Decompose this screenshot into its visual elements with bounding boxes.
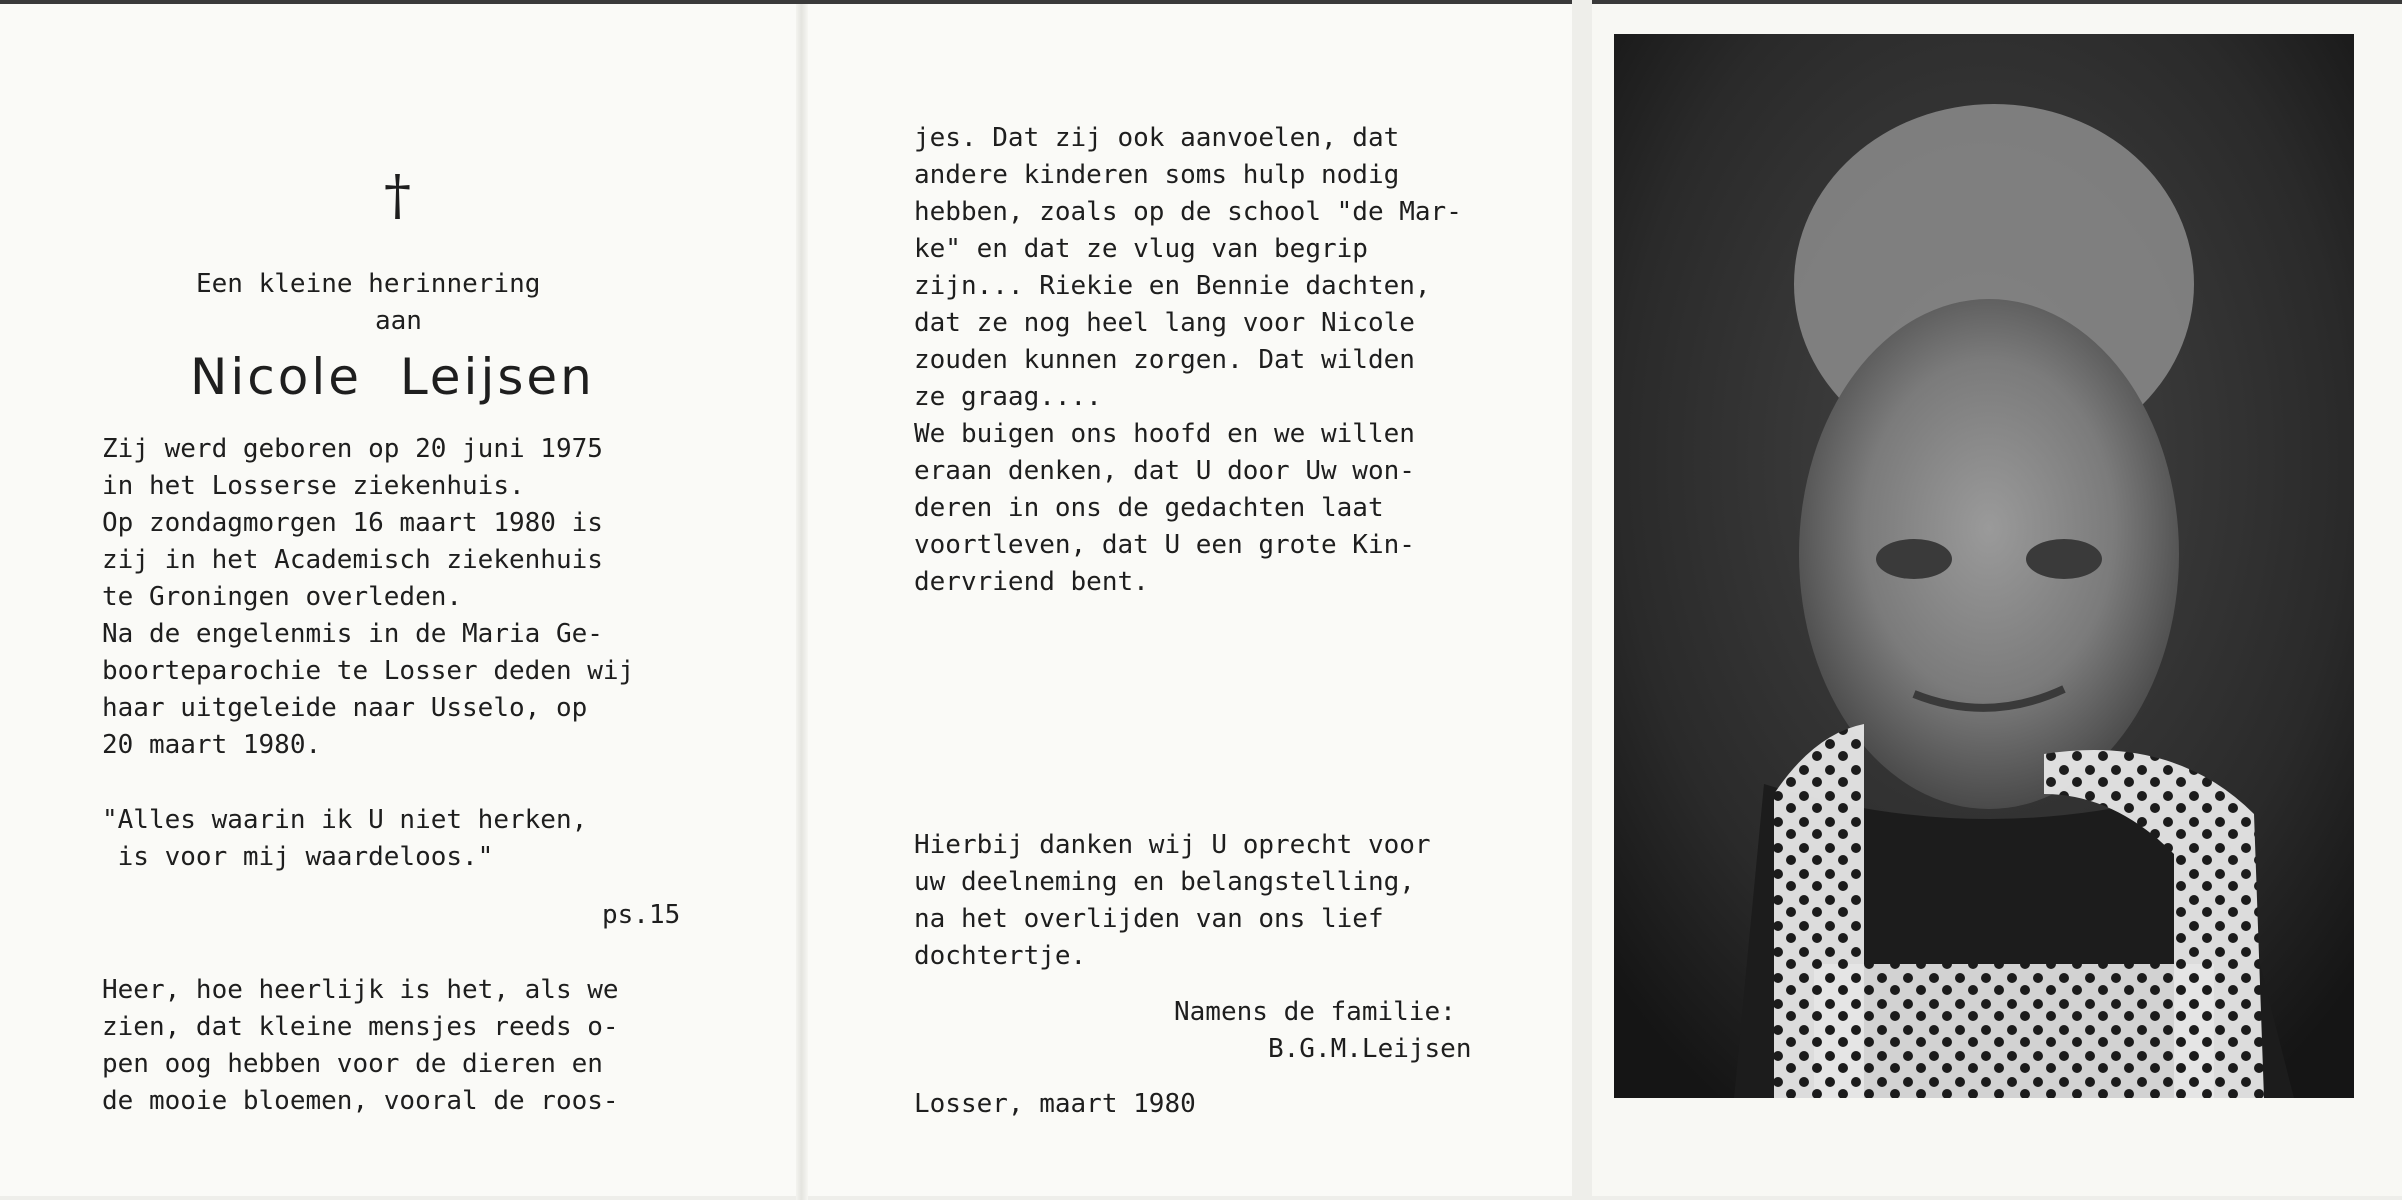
place-date: Losser, maart 1980 (914, 1089, 1196, 1119)
closing-line: Heer, hoe heerlijk is het, als we (102, 975, 619, 1005)
continuation-line: dervriend bent. (914, 567, 1149, 597)
closing-line: pen oog hebben voor de dieren en (102, 1049, 603, 1079)
closing-line: de mooie bloemen, vooral de roos- (102, 1086, 619, 1116)
continuation-line: ze graag.... (914, 382, 1102, 412)
continuation-line: voortleven, dat U een grote Kin- (914, 530, 1415, 560)
paragraph-line: Na de engelenmis in de Maria Ge- (102, 619, 603, 649)
child-portrait-photo (1614, 34, 2354, 1098)
continuation-line: eraan denken, dat U door Uw won- (914, 456, 1415, 486)
paragraph-line: te Groningen overleden. (102, 582, 463, 612)
continuation-line: andere kinderen soms hulp nodig (914, 160, 1400, 190)
continuation-line: zijn... Riekie en Bennie dachten, (914, 271, 1431, 301)
quote-reference: ps.15 (602, 900, 681, 930)
heading-line-1: Een kleine herinnering (196, 269, 541, 299)
thanks-line: na het overlijden van ons lief (914, 904, 1384, 934)
deceased-name: Nicole Leijsen (190, 348, 595, 406)
continuation-line: zouden kunnen zorgen. Dat wilden (914, 345, 1415, 375)
heading-line-2: aan (375, 306, 422, 336)
continuation-line: We buigen ons hoofd en we willen (914, 419, 1415, 449)
continuation-line: jes. Dat zij ook aanvoelen, dat (914, 123, 1400, 153)
memorial-photo-card (1592, 0, 2402, 1196)
signature-line-1: Namens de familie: (1174, 997, 1456, 1027)
signature-line-2: B.G.M.Leijsen (1268, 1034, 1472, 1064)
paragraph-line: haar uitgeleide naar Usselo, op (102, 693, 588, 723)
portrait-illustration (1614, 34, 2354, 1098)
cross-icon: † (384, 164, 411, 227)
thanks-line: dochtertje. (914, 941, 1087, 971)
thanks-line: Hierbij danken wij U oprecht voor (914, 830, 1431, 860)
closing-line: zien, dat kleine mensjes reeds o- (102, 1012, 619, 1042)
continuation-line: hebben, zoals op de school "de Mar- (914, 197, 1462, 227)
paragraph-line: Op zondagmorgen 16 maart 1980 is (102, 508, 603, 538)
quote-line-2: is voor mij waardeloos." (102, 842, 494, 872)
continuation-line: dat ze nog heel lang voor Nicole (914, 308, 1415, 338)
paragraph-line: boorteparochie te Losser deden wij (102, 656, 635, 686)
paragraph-line: in het Losserse ziekenhuis. (102, 471, 525, 501)
continuation-line: ke" en dat ze vlug van begrip (914, 234, 1368, 264)
paragraph-line: 20 maart 1980. (102, 730, 322, 760)
quote-line-1: "Alles waarin ik U niet herken, (102, 805, 588, 835)
continuation-line: deren in ons de gedachten laat (914, 493, 1384, 523)
card-fold (796, 4, 808, 1200)
paragraph-line: zij in het Academisch ziekenhuis (102, 545, 603, 575)
thanks-line: uw deelneming en belangstelling, (914, 867, 1415, 897)
paragraph-line: Zij werd geboren op 20 juni 1975 (102, 434, 603, 464)
